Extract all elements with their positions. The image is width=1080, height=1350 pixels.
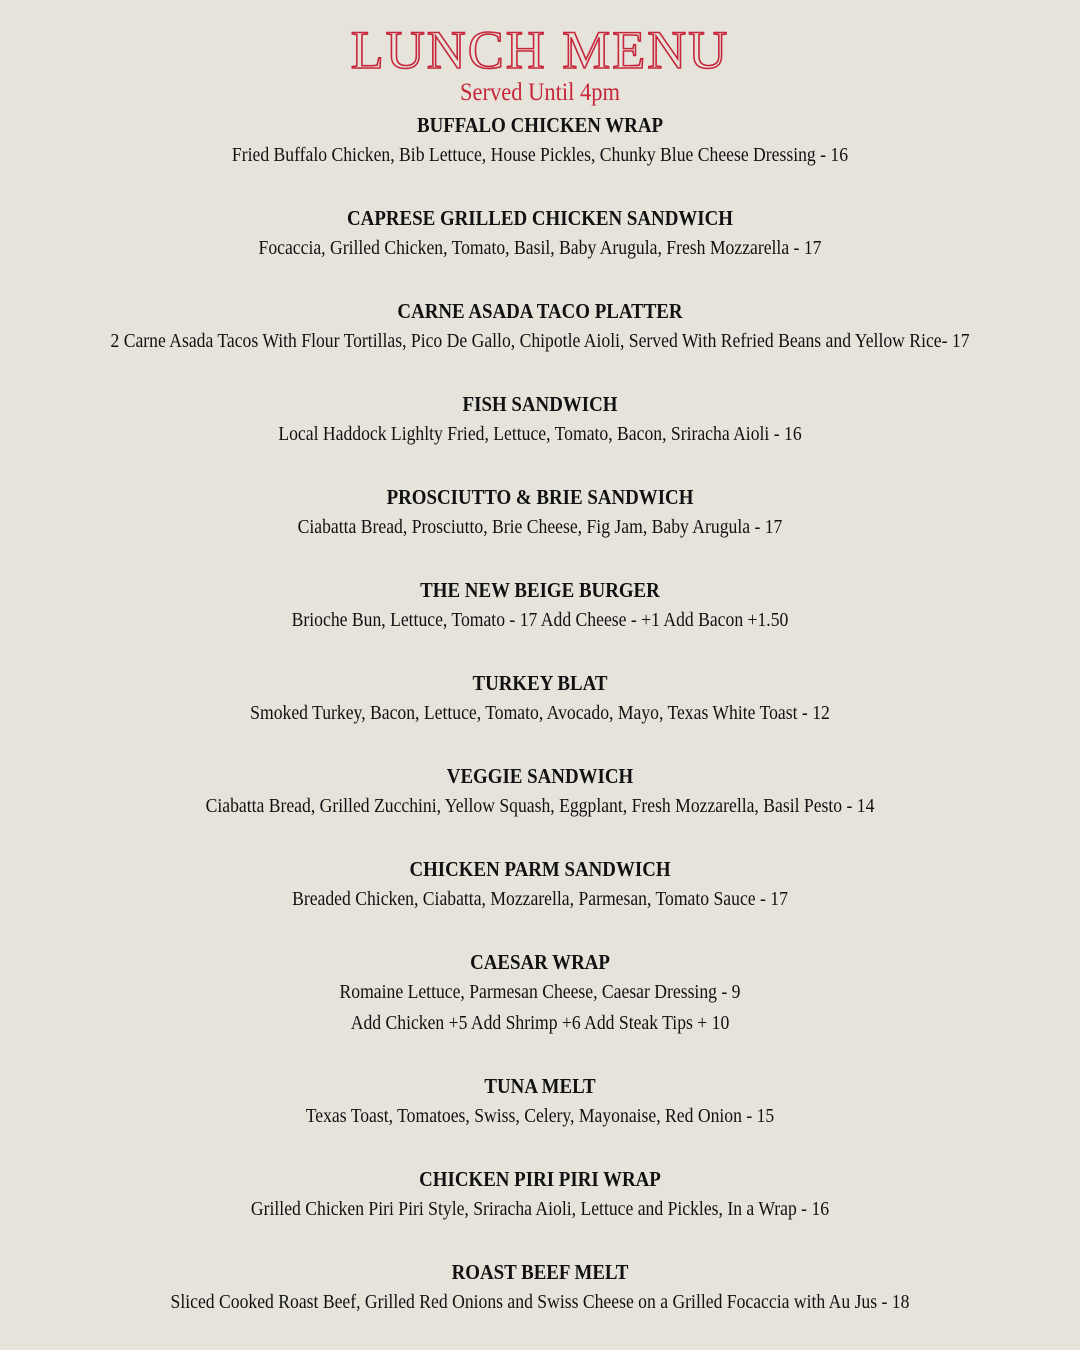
item-name: VEGGIE SANDWICH — [446, 764, 634, 788]
menu-item — [0, 1164, 1080, 1257]
item-extra: Add Chicken +5 Add Shrimp +6 Add Steak Tips + 10 — [350, 1012, 730, 1034]
item-name: ROAST BEEF MELT — [451, 1260, 629, 1284]
item-name: THE NEW BEIGE BURGER — [420, 578, 660, 602]
item-description: Fried Buffalo Chicken, Bib Lettuce, House Pickles, Chunky Blue Cheese Dressing - 16 — [231, 144, 849, 166]
item-description: Focaccia, Grilled Chicken, Tomato, Basil, Baby Arugula, Fresh Mozzarella - 17 — [258, 237, 822, 259]
item-name: CHICKEN PIRI PIRI WRAP — [419, 1167, 661, 1191]
item-description: Ciabatta Bread, Grilled Zucchini, Yellow Squash, Eggplant, Fresh Mozzarella, Basil Pesto - 14 — [205, 795, 875, 817]
menu-item — [0, 1071, 1080, 1164]
item-name: PROSCIUTTO & BRIE SANDWICH — [386, 485, 694, 509]
menu-subtitle: Served Until 4pm — [459, 79, 620, 106]
item-description: 2 Carne Asada Tacos With Flour Tortillas, Pico De Gallo, Chipotle Aioli, Served With Refried Beans and Yellow Rice- 17 — [110, 330, 970, 352]
item-name: TURKEY BLAT — [472, 671, 608, 695]
menu-item — [0, 575, 1080, 668]
item-name: CARNE ASADA TACO PLATTER — [397, 299, 683, 323]
item-description: Texas Toast, Tomatoes, Swiss, Celery, Mayonaise, Red Onion - 15 — [305, 1105, 775, 1127]
item-name: CAPRESE GRILLED CHICKEN SANDWICH — [347, 206, 733, 230]
item-description: Romaine Lettuce, Parmesan Cheese, Caesar Dressing - 9 — [339, 981, 741, 1003]
item-description: Brioche Bun, Lettuce, Tomato - 17 Add Cheese - +1 Add Bacon +1.50 — [291, 609, 789, 631]
item-name: FISH SANDWICH — [462, 392, 618, 416]
item-description: Breaded Chicken, Ciabatta, Mozzarella, Parmesan, Tomato Sauce - 17 — [292, 888, 788, 910]
item-name: TUNA MELT — [484, 1074, 596, 1098]
item-description: Local Haddock Lighlty Fried, Lettuce, Tomato, Bacon, Sriracha Aioli - 16 — [278, 423, 802, 445]
item-description: Ciabatta Bread, Prosciutto, Brie Cheese, Fig Jam, Baby Arugula - 17 — [297, 516, 783, 538]
menu-item — [0, 296, 1080, 389]
menu-item — [0, 761, 1080, 854]
menu-item — [0, 854, 1080, 947]
item-name: BUFFALO CHICKEN WRAP — [416, 113, 664, 137]
menu-item — [0, 668, 1080, 761]
item-name: CAESAR WRAP — [470, 950, 610, 974]
item-name: CHICKEN PARM SANDWICH — [409, 857, 671, 881]
menu-item — [0, 203, 1080, 296]
item-description: Grilled Chicken Piri Piri Style, Sriracha Aioli, Lettuce and Pickles, In a Wrap - 16 — [250, 1198, 830, 1220]
item-description: Smoked Turkey, Bacon, Lettuce, Tomato, Avocado, Mayo, Texas White Toast - 12 — [250, 702, 830, 724]
menu-item — [0, 947, 1080, 1071]
item-description: Sliced Cooked Roast Beef, Grilled Red Onions and Swiss Cheese on a Grilled Focaccia with Au Jus - 18 — [170, 1291, 910, 1313]
menu-items — [0, 110, 1080, 1350]
menu-item — [0, 1257, 1080, 1350]
menu-title: LUNCH MENU — [350, 20, 730, 80]
menu-item — [0, 389, 1080, 482]
menu-item — [0, 110, 1080, 203]
menu-item — [0, 482, 1080, 575]
